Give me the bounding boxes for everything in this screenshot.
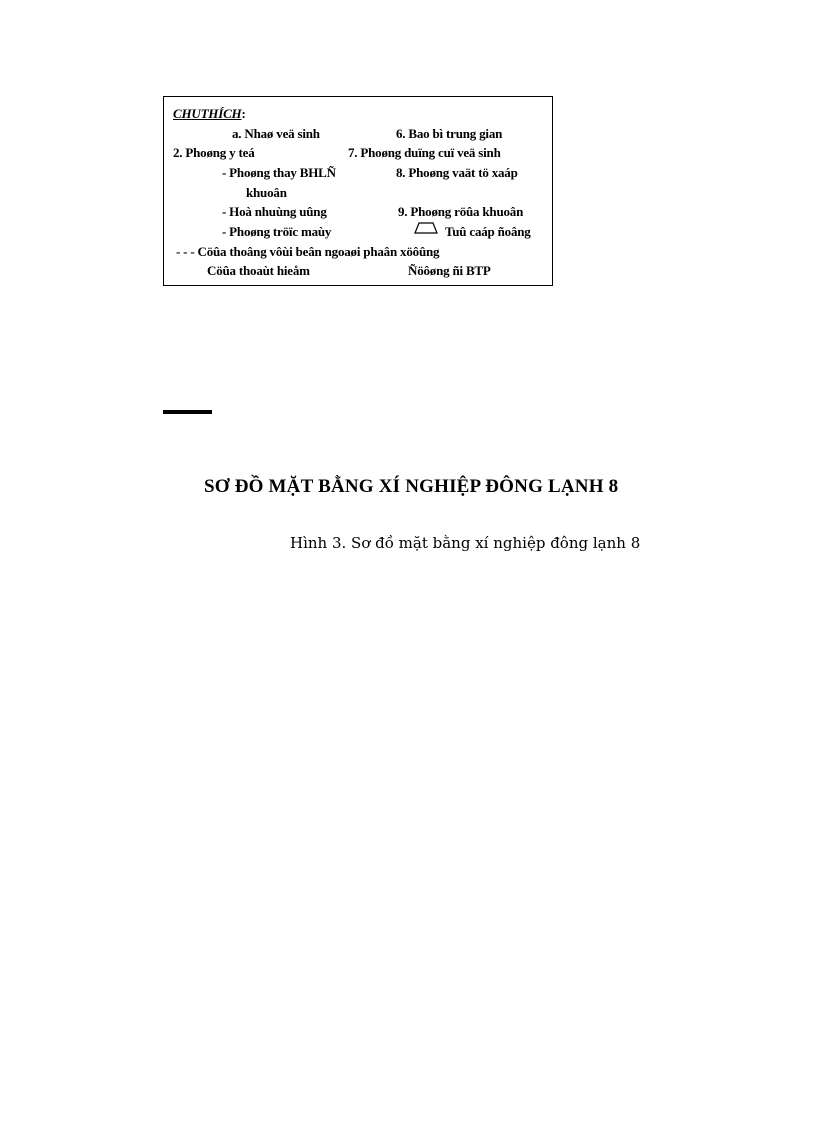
legend-item-ppe-room-cont: khuoân <box>246 185 287 200</box>
figure-caption: Hình 3. Sơ đồ mặt bằng xí nghiệp đông lạnh 8 <box>290 534 641 552</box>
legend-item-8: 8. Phoøng vaät tö xaáp <box>396 165 518 180</box>
freezer-cabinet-icon <box>414 222 438 234</box>
legend-item-btp-path: Ñöôøng ñi BTP <box>408 263 491 278</box>
legend-item-outer-door: - - - Cöûa thoâng vôùi beân ngoaøi phaân xöôûng <box>176 244 440 259</box>
legend-item-2: 2. Phoøng y teá <box>173 145 255 160</box>
legend-item-9: 9. Phoøng röûa khuoân <box>398 204 524 219</box>
footnote-rule <box>163 410 212 414</box>
page-title: SƠ ĐỒ MẶT BẰNG XÍ NGHIỆP ĐÔNG LẠNH 8 <box>204 476 619 497</box>
legend-heading <box>173 106 246 122</box>
legend-title: CHUTHÍCH <box>173 106 242 121</box>
legend-item-boot-dip: - Hoà nhuùng uûng <box>222 204 327 219</box>
legend-item-toilet: a. Nhaø veä sinh <box>232 126 320 141</box>
legend-item-6: 6. Bao bì trung gian <box>396 126 503 141</box>
legend-title-colon: : <box>241 106 246 121</box>
legend-item-freezer: Tuû caáp ñoâng <box>445 224 531 239</box>
legend-item-7: 7. Phoøng duïng cuï veä sinh <box>348 145 501 160</box>
legend-item-ppe-room: - Phoøng thay BHLÑ <box>222 165 336 180</box>
legend-item-emergency-exit: Cöûa thoaùt hieåm <box>207 263 310 278</box>
legend-item-machine-room: - Phoøng tröïc maùy <box>222 224 332 239</box>
